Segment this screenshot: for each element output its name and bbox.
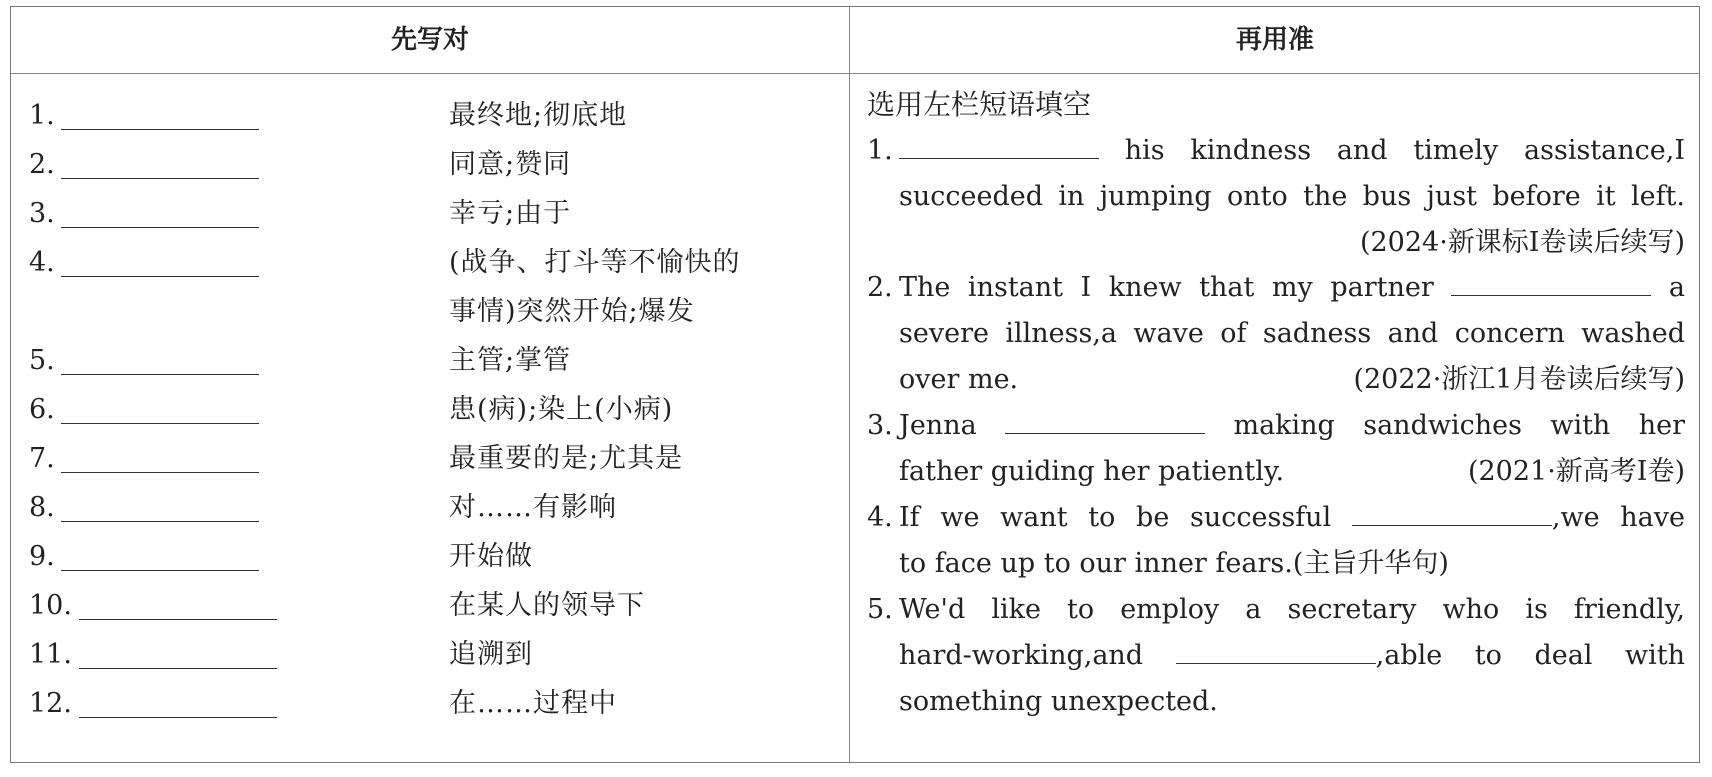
list-item-continuation (11, 287, 849, 337)
answer-blank[interactable] (61, 129, 259, 130)
question-4 (849, 494, 1701, 542)
instruction-line (849, 81, 1701, 129)
answer-blank[interactable] (1005, 403, 1205, 434)
question-4-line-2 (849, 540, 1701, 588)
header-write-correctly: 先写对 (390, 25, 469, 55)
question-text: severe illness,a wave of sadness and concern washed (899, 318, 1685, 349)
list-item (11, 91, 849, 141)
answer-blank[interactable] (61, 570, 259, 571)
item-number: 7. (29, 443, 55, 474)
answer-blank[interactable] (61, 521, 259, 522)
question-text (899, 494, 1685, 542)
fill-in-exercises (849, 73, 1701, 762)
question-3 (849, 402, 1701, 450)
source-citation: (2022·浙江1月卷读后续写) (1353, 364, 1685, 395)
item-meaning: 在……过程中 (449, 688, 617, 719)
item-number: 11. (29, 639, 72, 670)
text-segment: If we want to be successful (899, 502, 1332, 533)
question-text: to face up to our inner fears.(主旨升华句) (899, 548, 1449, 579)
answer-blank[interactable] (1352, 495, 1552, 526)
question-text: over me. (899, 364, 1019, 395)
list-item (11, 434, 849, 484)
header-use-accurately: 再用准 (1235, 25, 1314, 55)
question-number: 4. (867, 502, 893, 533)
question-5-line-3 (849, 678, 1701, 726)
table-header-row (11, 7, 1699, 74)
text-segment: ,we have (1551, 502, 1686, 533)
question-5-line-2 (849, 632, 1701, 680)
text-segment: Jenna (899, 410, 977, 441)
answer-blank[interactable] (79, 619, 277, 620)
question-1-line-2 (849, 173, 1701, 221)
text-segment: The instant I knew that my partner (899, 272, 1434, 303)
text-segment: hard-working,and (899, 640, 1144, 671)
item-meaning: 患(病);染上(小病) (449, 394, 674, 425)
list-item (11, 238, 849, 288)
item-number: 5. (29, 345, 55, 376)
question-text (899, 402, 1685, 450)
question-2 (849, 264, 1701, 312)
question-text (899, 264, 1685, 312)
question-text: something unexpected. (899, 686, 1218, 717)
question-text (899, 632, 1685, 680)
question-5 (849, 586, 1701, 634)
worksheet-table (10, 6, 1700, 763)
item-meaning: (战争、打斗等不愉快的 (449, 247, 741, 278)
answer-blank[interactable] (899, 128, 1099, 159)
item-meaning: 最终地;彻底地 (449, 100, 628, 131)
question-1 (849, 127, 1701, 175)
answer-blank[interactable] (61, 472, 259, 473)
source-citation: (2024·新课标Ⅰ卷读后续写) (1359, 227, 1685, 258)
question-number: 3. (867, 410, 893, 441)
item-meaning: 追溯到 (449, 639, 533, 670)
item-meaning: 主管;掌管 (449, 345, 572, 376)
question-number: 5. (867, 594, 893, 625)
item-number: 1. (29, 100, 55, 131)
answer-blank[interactable] (79, 668, 277, 669)
answer-blank[interactable] (1451, 265, 1651, 296)
item-number: 12. (29, 688, 72, 719)
list-item (11, 581, 849, 631)
item-meaning: 对……有影响 (449, 492, 617, 523)
item-meaning: 事情)突然开始;爆发 (449, 296, 695, 327)
text-segment: a (1668, 272, 1685, 303)
answer-blank[interactable] (1176, 633, 1376, 664)
answer-blank[interactable] (61, 374, 259, 375)
question-text: father guiding her patiently. (899, 456, 1285, 487)
phrase-list (11, 73, 849, 762)
answer-blank[interactable] (61, 276, 259, 277)
item-meaning: 最重要的是;尤其是 (449, 443, 684, 474)
source-citation: (2021·新高考Ⅰ卷) (1467, 456, 1685, 487)
list-item (11, 189, 849, 239)
instruction-text: 选用左栏短语填空 (867, 88, 1092, 121)
list-item (11, 140, 849, 190)
question-1-source (849, 219, 1701, 267)
item-meaning: 幸亏;由于 (449, 198, 572, 229)
list-item (11, 532, 849, 582)
list-item (11, 483, 849, 533)
answer-blank[interactable] (61, 227, 259, 228)
question-text: We'd like to employ a secretary who is friendly, (899, 594, 1685, 625)
item-number: 8. (29, 492, 55, 523)
list-item (11, 336, 849, 386)
question-3-line-2 (849, 448, 1701, 496)
item-meaning: 在某人的领导下 (449, 590, 645, 621)
item-number: 9. (29, 541, 55, 572)
list-item (11, 630, 849, 680)
answer-blank[interactable] (61, 178, 259, 179)
answer-blank[interactable] (61, 423, 259, 424)
list-item (11, 679, 849, 729)
item-number: 4. (29, 247, 55, 278)
item-meaning: 开始做 (449, 541, 533, 572)
question-number: 1. (867, 135, 893, 166)
question-text (899, 127, 1685, 175)
question-2-line-3 (849, 356, 1701, 404)
text-segment: his kindness and timely assistance,I (1124, 135, 1685, 166)
list-item (11, 385, 849, 435)
answer-blank[interactable] (79, 717, 277, 718)
item-number: 10. (29, 590, 72, 621)
question-2-line-2 (849, 310, 1701, 358)
item-number: 2. (29, 149, 55, 180)
item-number: 3. (29, 198, 55, 229)
item-meaning: 同意;赞同 (449, 149, 572, 180)
question-text: succeeded in jumping onto the bus just before it left. (899, 181, 1685, 212)
item-number: 6. (29, 394, 55, 425)
question-number: 2. (867, 272, 893, 303)
text-segment: making sandwiches with her (1233, 410, 1685, 441)
text-segment: ,able to deal with (1375, 640, 1685, 671)
